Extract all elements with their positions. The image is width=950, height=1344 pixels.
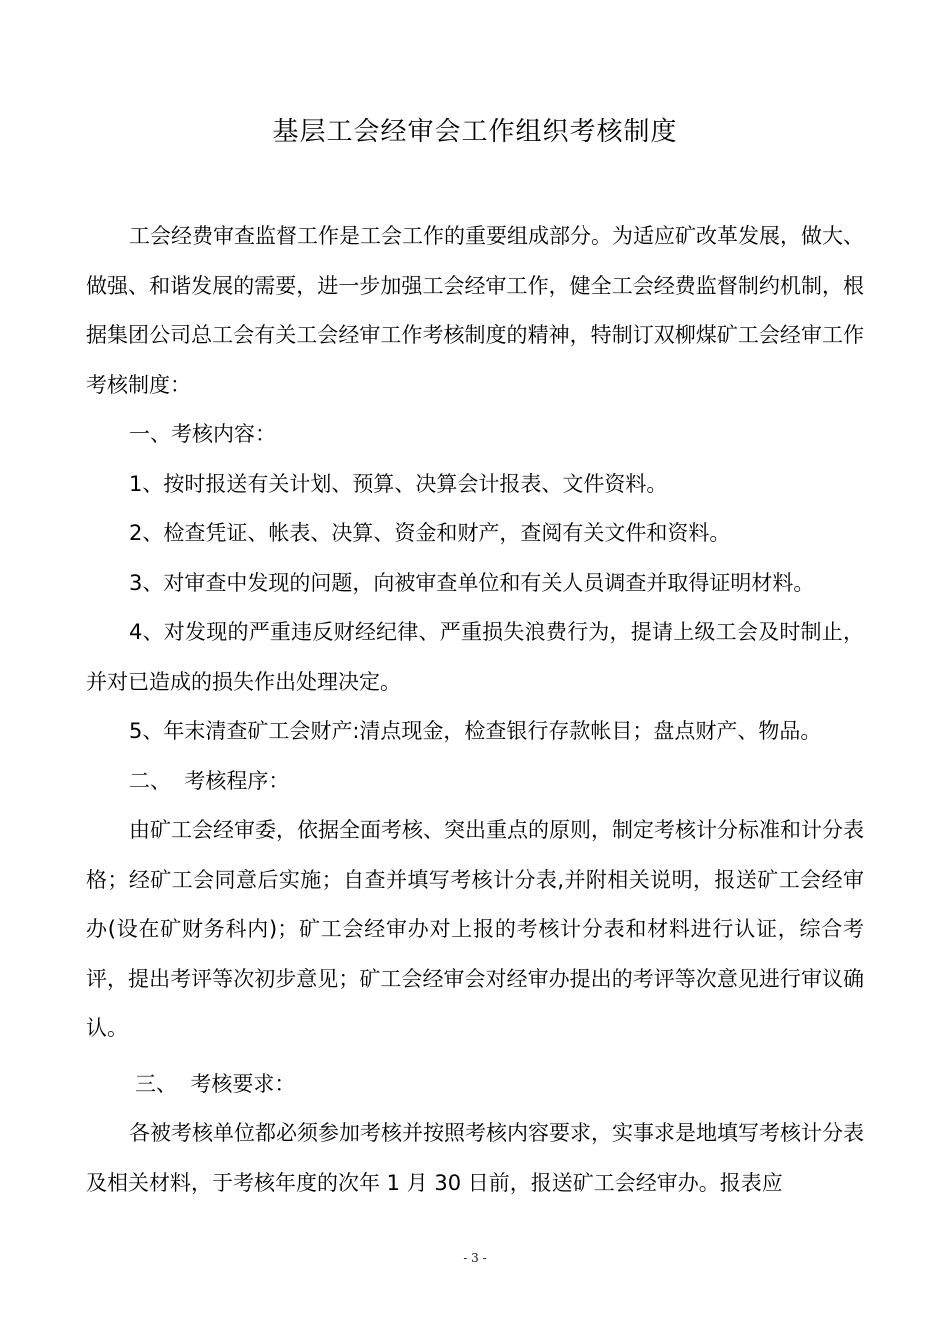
content-item-5: 5、年末清查矿工会财产:清点现金，检查银行存款帐目；盘点财产、物品。 [129,719,822,743]
content-item-1: 1、按时报送有关计划、预算、决算会计报表、文件资料。 [129,471,668,496]
section-heading-content: 一、考核内容： [129,422,276,446]
intro-paragraph: 工会经费审查监督工作是工会工作的重要组成部分。为适应矿改革发展，做大、做强、和谐发展的需要，进一步加强工会经审工作，健全工会经费监督制约机制，根据集团公司总工会有关工会经审工作考核制度的精神，特制订双柳煤矿工会经审工作考核制度： [86,224,864,397]
content-item-2: 2、检查凭证、帐表、决算、资金和财产，查阅有关文件和资料。 [129,521,731,545]
procedure-paragraph: 由矿工会经审委，依据全面考核、突出重点的原则，制定考核计分标准和计分表格；经矿工会同意后实施；自查并填写考核计分表,并附相关说明，报送矿工会经审办(设在矿财务科内)；矿工会经审办对上报的考核计分表和材料进行认证，综合考评，提出考评等次初步意见；矿工会经审会对经审办提出的考评等次意见进行审议确认。 [86,818,864,1040]
document-title: 基层工会经审会工作组织考核制度 [272,117,678,147]
section-heading-procedure: 二、 考核程序： [129,768,290,793]
page-number: - 3 - [463,1251,487,1265]
section-heading-requirements: 三、 考核要求： [135,1071,296,1096]
document-body [86,212,864,1208]
content-item-4: 4、对发现的严重违反财经纪律、严重损失浪费行为，提请上级工会及时制止，并对已造成的损失作出处理决定。 [86,620,864,694]
requirements-paragraph: 各被考核单位都必须参加考核并按照考核内容要求，实事求是地填写考核计分表及相关材料，于考核年度的次年 1 月 30 日前，报送矿工会经审办。报表应 [86,1121,864,1195]
content-item-3: 3、对审查中发现的问题，向被审查单位和有关人员调查并取得证明材料。 [129,570,815,595]
